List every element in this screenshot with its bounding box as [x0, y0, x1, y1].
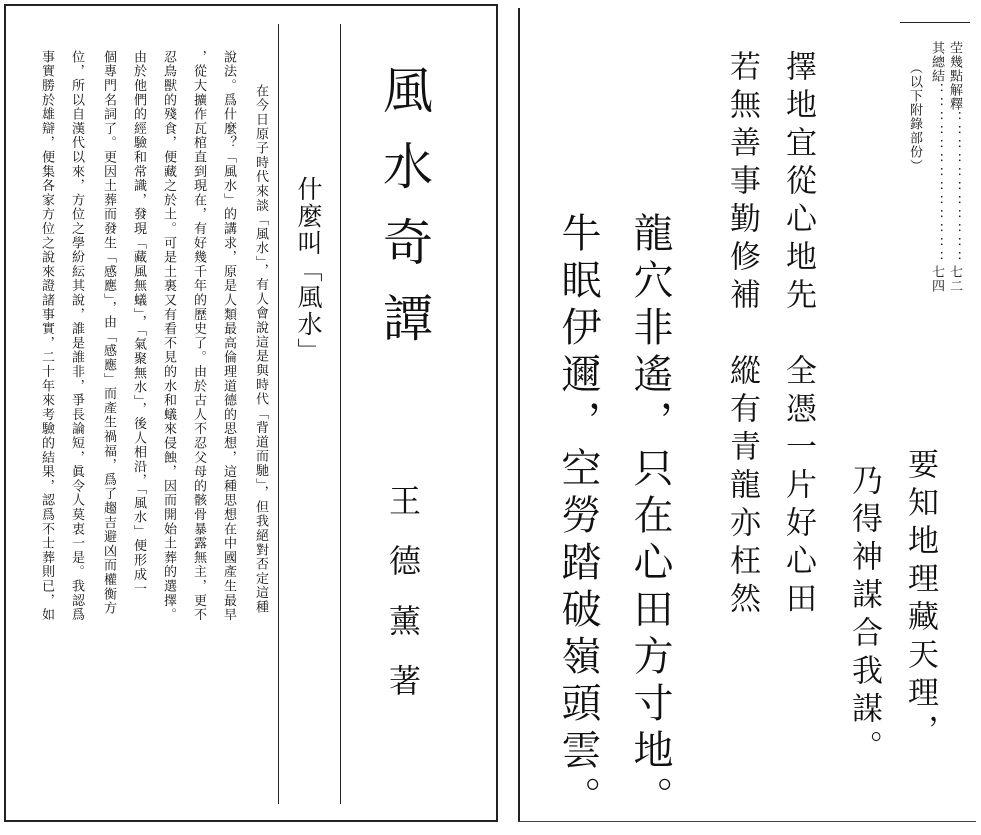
calligraphy-line: 牛眠伊邇，空勞踏破嶺頭雲。	[555, 212, 601, 823]
table-of-contents	[900, 22, 970, 383]
toc-entry: 其總結：：：：：：：：：：：：：七四	[929, 41, 944, 293]
column-rule	[340, 24, 341, 804]
column-rule	[278, 24, 279, 804]
body-text-column: 忍鳥獸的殘食，便藏之於土。可是土裏又有看不見的水和蟻來侵蝕，因而開始土葬的選擇。	[161, 50, 176, 622]
body-text-column: 在今日原子時代來談「風水」，有人會說這是與時代「背道而馳」，但我絕對否定這種	[253, 84, 268, 615]
author-byline: 王德薰著	[384, 484, 422, 724]
toc-note: （以下附錄部份）	[907, 61, 922, 173]
poem-line: 擇地宜從心地先 全憑一片好心田	[780, 50, 816, 620]
right-page	[518, 8, 976, 822]
body-text-column: 由於他們的經驗和常識，發現「藏風無蟻」，「氣聚無水」，後人相沿，「風水」便形成一	[131, 50, 146, 596]
body-text-column: 位，所以自漢代以來，方位之學紛紜其說，誰是誰非，爭長論短，眞令人莫衷一是。我認爲	[69, 50, 84, 622]
body-text-column: 事實勝於雄辯，便集各家方位之說來證諸事實，二十年來考驗的結果，認爲不士葬則已，如	[39, 50, 54, 622]
poem-line: 要知地理藏天理，	[902, 448, 938, 752]
poem-line: 若無善事勤修補 縱有青龍亦枉然	[724, 50, 760, 620]
toc-entry: 茔幾點解釋：：：：：：：：：：：七二	[947, 41, 962, 293]
poem-line: 乃得神謀合我謀。	[846, 464, 882, 768]
book-title: 風水奇譚	[375, 64, 433, 368]
body-text-column: 說法。爲什麼？「風水」的講求，原是人類最高倫理道德的思想，這種思想在中國產生最早	[221, 50, 236, 622]
left-page	[4, 4, 498, 822]
body-text-column: ，從大擴作瓦棺直到現在，有好幾千年的歷史了。由於古人不忍父母的骸骨暴露無主，更不	[191, 50, 206, 622]
body-text-column: 個專門名詞了。更因土葬而發生「感應」，由「感應」而產生禍福，爲了趨吉避凶而權衡方	[101, 50, 116, 616]
article-heading: 什麼叫「風水」	[294, 176, 323, 365]
calligraphy-line: 龍穴非遙，只在心田方寸地。	[627, 212, 673, 823]
